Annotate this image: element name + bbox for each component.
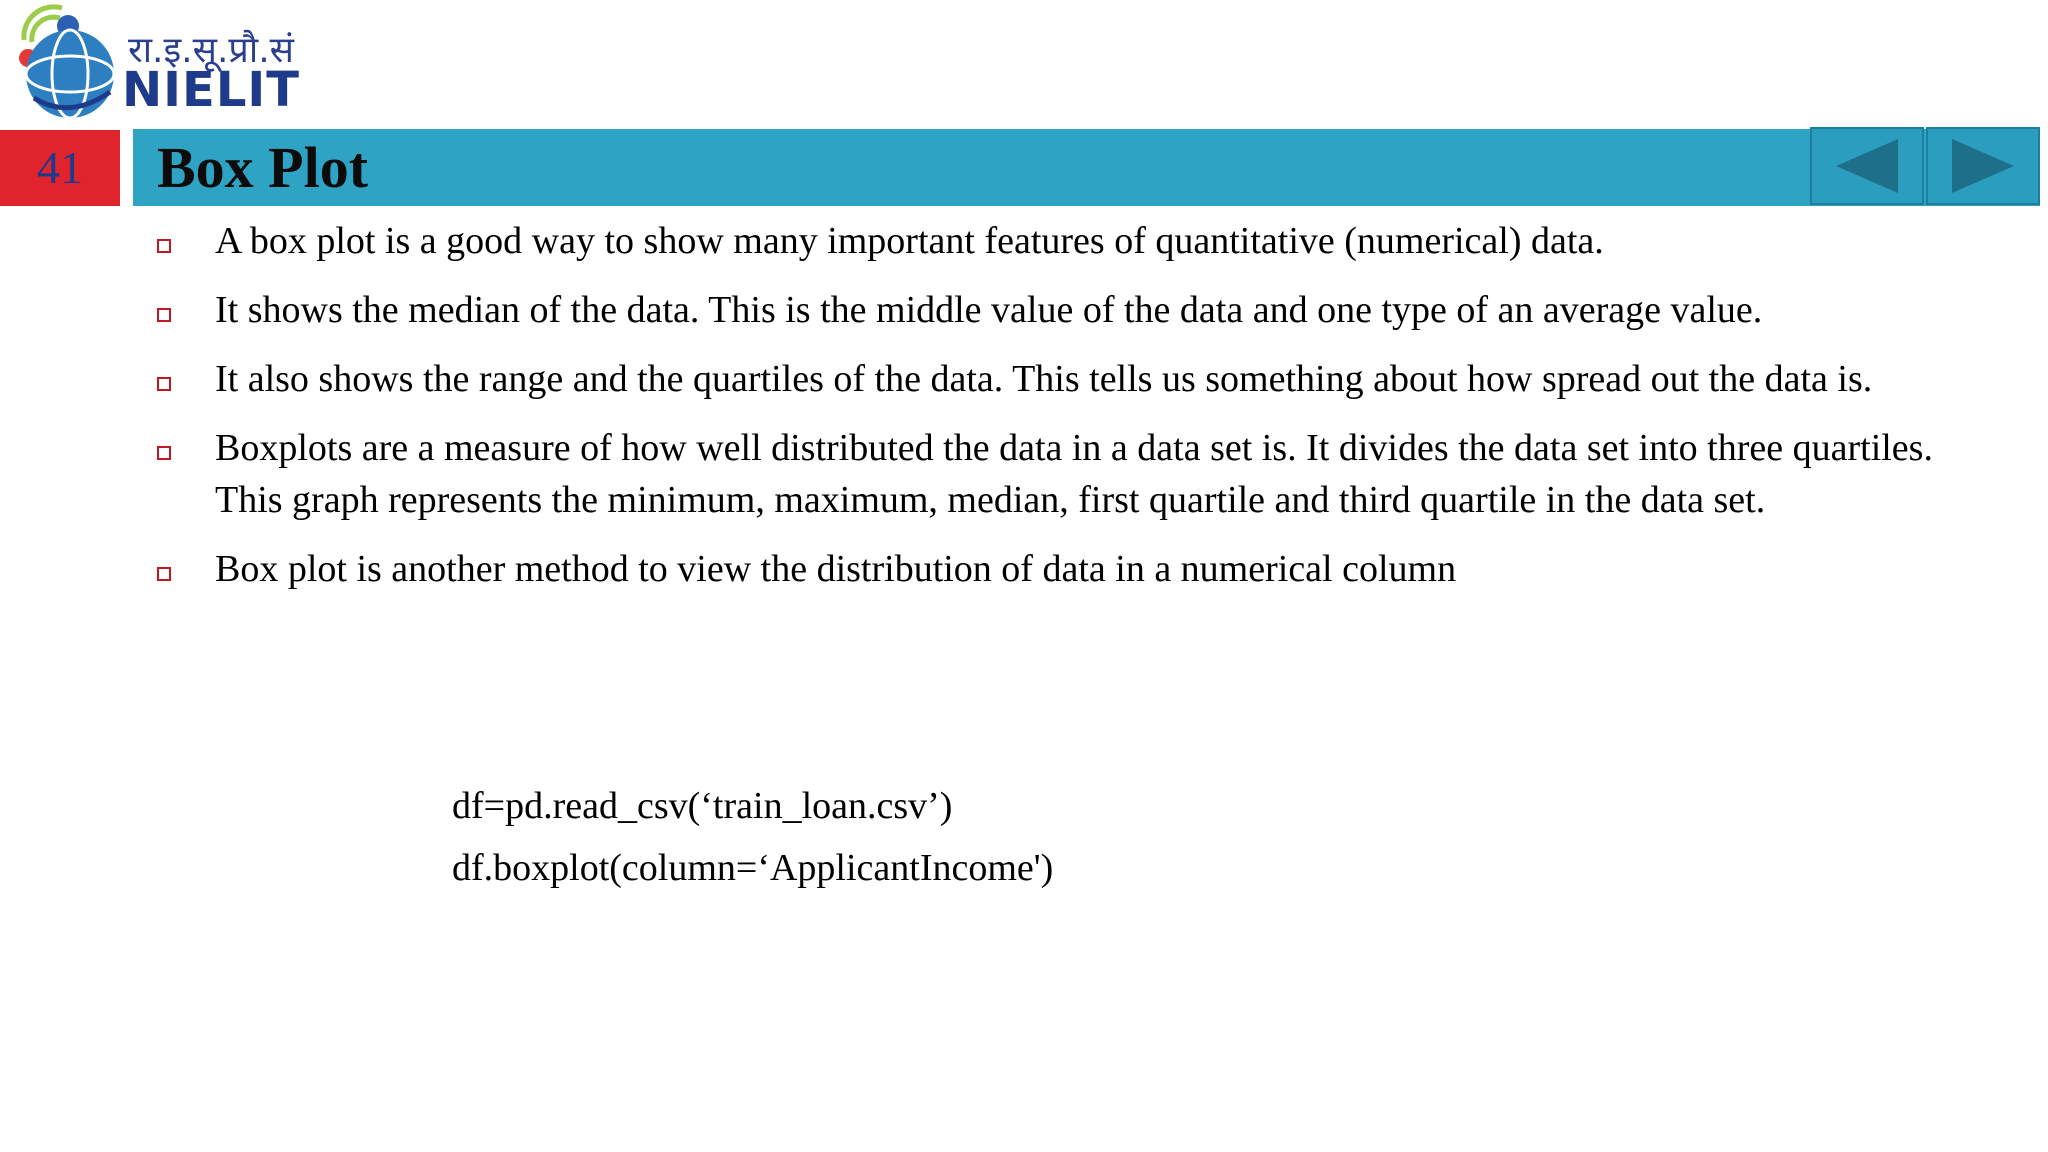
triangle-right-icon bbox=[1928, 129, 2038, 203]
logo-brand-text: NIELIT bbox=[122, 62, 301, 118]
code-snippet bbox=[452, 775, 1053, 899]
bullet-text: It shows the median of the data. This is the middle value of the data and one type of an average value. bbox=[215, 289, 1763, 331]
title-bar bbox=[133, 129, 2040, 206]
square-bullet-icon bbox=[157, 446, 171, 460]
bullet-item bbox=[155, 215, 2005, 267]
code-line-boxplot: df.boxplot(column=‘ApplicantIncome') bbox=[452, 847, 1054, 889]
triangle-left-icon bbox=[1812, 129, 1922, 203]
bullet-text: It also shows the range and the quartiles of the data. This tells us something about how spread out the data is. bbox=[215, 358, 1873, 400]
bullet-text: Box plot is another method to view the distribution of data in a numerical column bbox=[215, 548, 1457, 590]
bullet-item bbox=[155, 422, 2005, 526]
bullet-item bbox=[155, 543, 2005, 595]
logo-hindi-text: रा.इ.सू.प्रौ.सं bbox=[128, 30, 294, 71]
bullet-item bbox=[155, 353, 2005, 405]
code-line-read-csv: df=pd.read_csv(‘train_loan.csv’) bbox=[452, 785, 953, 827]
slide-title: Box Plot bbox=[157, 135, 369, 200]
square-bullet-icon bbox=[157, 377, 171, 391]
bullet-item bbox=[155, 284, 2005, 336]
square-bullet-icon bbox=[157, 308, 171, 322]
nielit-logo bbox=[10, 0, 301, 122]
square-bullet-icon bbox=[157, 567, 171, 581]
slide-number: 41 bbox=[0, 130, 120, 206]
bullet-list bbox=[155, 215, 2005, 612]
square-bullet-icon bbox=[157, 239, 171, 253]
nielit-globe-icon bbox=[10, 0, 120, 122]
next-slide-button[interactable] bbox=[1926, 127, 2040, 205]
previous-slide-button[interactable] bbox=[1810, 127, 1924, 205]
bullet-text: Boxplots are a measure of how well distributed the data in a data set is. It divides the data set into three quartiles. This graph represents the minimum, maximum, median, first quartile and third quartile in the data set. bbox=[215, 427, 1933, 521]
bullet-text: A box plot is a good way to show many important features of quantitative (numerical) data. bbox=[215, 220, 1604, 262]
